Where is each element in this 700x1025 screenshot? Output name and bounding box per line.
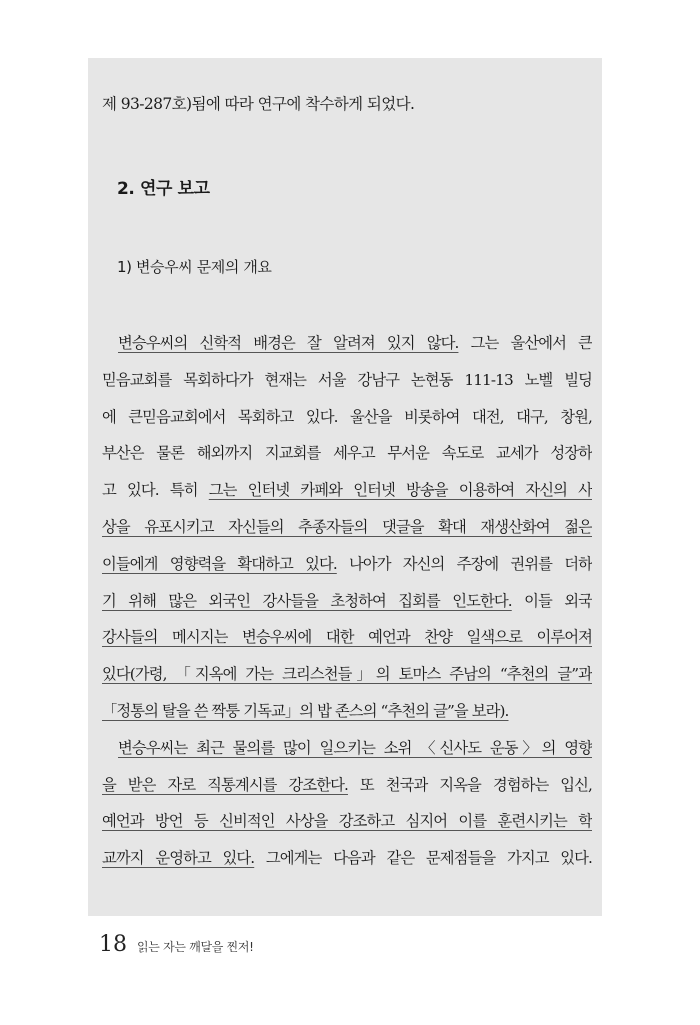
underlined-text: 상을 유포시키고 자신들의 추종자들의 댓글을 확대 재생산화여 젊은 bbox=[102, 517, 592, 536]
text-line bbox=[102, 478, 592, 515]
text-line bbox=[102, 368, 592, 405]
underlined-text: 기 위해 많은 외국인 강사들을 초청하여 집회를 인도한다. bbox=[102, 591, 512, 610]
text-run: 또 천국과 지옥을 경험하는 입신, bbox=[347, 775, 592, 794]
text-run: 고 있다. 특히 bbox=[102, 481, 209, 500]
text-line bbox=[102, 405, 592, 442]
text-line bbox=[102, 441, 592, 478]
text-line bbox=[102, 699, 592, 736]
text-run: 부산은 물론 해외까지 지교회를 세우고 무서운 속도로 교세가 성장하 bbox=[102, 444, 592, 463]
intro-line: 제 93-287호)됨에 따라 연구에 착수하게 되었다. bbox=[102, 95, 415, 113]
section-heading: 2. 연구 보고 bbox=[117, 179, 210, 199]
underlined-text: 을 받은 자로 직통계시를 강조한다. bbox=[102, 775, 348, 794]
body-text bbox=[102, 331, 592, 883]
underlined-text: 「정통의 탈을 쓴 짝퉁 기독교」의 밥 존스의 “추천의 글”을 보라). bbox=[102, 701, 509, 720]
text-run: 나아가 자신의 주장에 권위를 더하 bbox=[336, 554, 592, 573]
page-number: 18 bbox=[99, 932, 127, 957]
text-line bbox=[102, 552, 592, 589]
underlined-text: 그는 인터넷 카페와 인터넷 방송을 이용하여 자신의 사 bbox=[208, 481, 592, 500]
text-line bbox=[102, 625, 592, 662]
text-line bbox=[102, 846, 592, 883]
text-line bbox=[102, 589, 592, 626]
sub-heading: 1) 변승우씨 문제의 개요 bbox=[117, 258, 272, 276]
text-line bbox=[102, 331, 592, 368]
text-run: 그는 울산에서 큰 bbox=[458, 334, 592, 352]
underlined-text: 있다(가령, 「지옥에 가는 크리스천들」의 토마스 주남의 “추천의 글”과 bbox=[102, 665, 592, 684]
page-footer bbox=[99, 932, 254, 957]
text-line bbox=[102, 809, 592, 846]
text-run: 에 큰믿음교회에서 목회하고 있다. 울산을 비롯하여 대전, 대구, 창원, bbox=[102, 407, 592, 426]
text-run: 이들 외국 bbox=[511, 591, 592, 610]
running-title: 읽는 자는 깨달을 찐저! bbox=[137, 940, 254, 954]
text-line bbox=[102, 773, 592, 810]
underlined-text: 강사들의 메시지는 변승우씨에 대한 예언과 찬양 일색으로 이루어져 bbox=[102, 628, 592, 647]
text-line bbox=[102, 662, 592, 699]
text-run: 그에게는 다음과 같은 문제점들을 가지고 있다. bbox=[254, 849, 592, 868]
text-run: 믿음교회를 목회하다가 현재는 서울 강남구 논현동 111-13 노벨 빌딩 bbox=[102, 370, 592, 389]
text-line bbox=[102, 515, 592, 552]
underlined-text: 예언과 방언 등 신비적인 사상을 강조하고 심지어 이를 훈련시키는 학 bbox=[102, 812, 592, 831]
underlined-text: 교까지 운영하고 있다. bbox=[102, 849, 255, 868]
underlined-text: 이들에게 영향력을 확대하고 있다. bbox=[102, 554, 337, 573]
underlined-text: 변승우씨의 신학적 배경은 잘 알려져 있지 않다. bbox=[118, 334, 459, 352]
underlined-text: 변승우씨는 최근 물의를 많이 일으키는 소위 〈신사도 운동〉의 영향 bbox=[118, 738, 592, 757]
text-line bbox=[102, 736, 592, 773]
